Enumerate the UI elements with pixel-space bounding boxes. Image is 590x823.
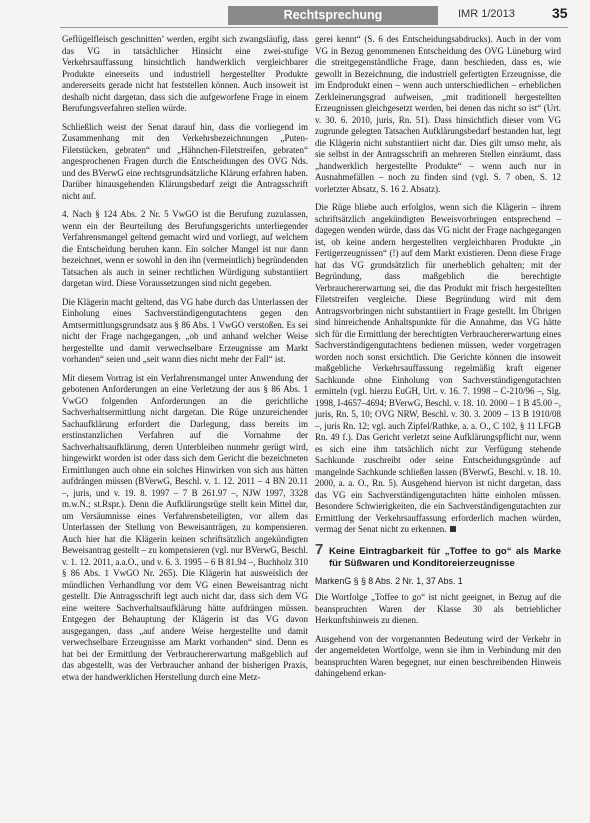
paragraph: Mit diesem Vortrag ist ein Verfahrensmangel unter Anwendung der gebotenen Anforderungen an eine Verletzung der aus § 86 Abs. 1 VwGO folgenden Anforderungen an die gerichtliche Sachverhaltsermittlung nicht dargetan. Die Rüge unzureichender Sachaufklärung erfordert die Darlegung, dass bereits im erstinstanzlichen Verfahren auf die Vornahme der Sachverhaltsaufklärung, deren Unterbleiben nunmehr gerügt wird, hingewirkt worden ist oder dass sich dem Gericht die bezeichneten Ermittlungen auch ohne ein solches Hinwirken von sich aus hätten aufdrängen müssen (BVerwG, Beschl. v. 1. 12. 2011 – 4 BN 20.11 –, juris, und v. 19. 8. 1997 – 7 B 261.97 –, NJW 1997, 3328 m.w.N.; st.Rspr.). Denn die Aufklärungsrüge stellt kein Mittel dar, um Versäumnisse eines Verfahrensbeteiligten, vor allem das Unterlassen der Stellung von Beweisanträgen, zu kompensieren. Auch hier hat die Klägerin keinen schriftsätzlich angekündigten Beweisantrag gestellt – zu kompensieren (vgl. nur BVerwG, Beschl. v. 1. 12. 2011, a.a.O., und v. 6. 3. 1995 – 6 B 81.94 –, Buchholz 310 § 86 Abs. 1 VwGO Nr. 265). Die Klägerin hat ausweislich der mündlichen Verhandlung vor dem VG einen Beweisantrag nicht gestellt. Die Antragsschrift legt auch nicht dar, dass sich dem VG eine weitere Sachverhaltsaufklärung hätte aufdrängen müssen. Entgegen der Behauptung der Klägerin ist das VG davon ausgegangen, dass „auf andere Weise hergestellte und damit verwechselbare Erzeugnisse am Markt vorhanden“ sind. Denn es hat bei der Ermittlung der Verbrauchererwartung maßgeblich auf das abgestellt, was der Verbraucher anhand der bisherigen Praxis, etwa der handwerklichen Herstellung durch eine Metz- [62,372,308,682]
paragraph-text: Die Rüge bliebe auch erfolglos, wenn sich die Klägerin – ihrem schriftsätzlich angekündigten Beweisvorbringen entsprechend – dagegen wenden würde, dass das VG nicht der Frage nachgegangen ist, ob keine andern hergestellten vergleichbaren Produkte „in Fertigerzeugnissen“ (!) auf dem Markt existieren. Denn diese Frage hat das VG grundsätzlich für unerheblich gehalten; mit der Begründung, dass maßgeblich die berechtigte Verbrauchererwartung sei, die das Produkt mit frisch hergestellten Filetstreifen vergleiche. Diese Begründung wird mit dem Antragsvorbringen nicht substantiiert in Frage gestellt. Im Übrigen sind hinreichende Anhaltspunkte für die Annahme, das VG hätte sich für die Ermittlung der berechtigten Verbrauchererwartung eines Sachverständigengutachtens bedienen müssen, weder vorgetragen worden noch sonst ersichtlich. Die Gerichte können die insoweit maßgebliche Verkehrsauffassung regelmäßig kraft eigener Sachkunde ohne Einholung von Sachverständigengutachten ermitteln (vgl. hierzu EuGH, Urt. v. 16. 7. 1998 – C-210/96 –, Slg. 1998, I-4657–4694; BVerwG, Beschl. v. 18. 10. 2000 – 1 B 45.00 –, juris, Rn. 5, 10; OVG NRW, Beschl. v. 30. 3. 2009 – 13 B 1910/08 –, juris Rn. 12; vgl. auch Zipfel/Rathke, a. a. O., C 102, § 11 LFGB Rn. 49 f.). Das Gericht verletzt seine Aufklärungspflicht nur, wenn es sich eine ihm tatsächlich nicht zur Verfügung stehende Sachkunde zuschreibt oder seine Entscheidungsgründe auf mangelnde Sachkunde schließen lassen (BVerwG, Beschl. v. 18. 10. 2000, a. a. O., Rn. 5). Ausgehend hiervon ist nicht dargetan, dass das VG ein Sachverständigengutachten hätte einholen müssen. Besondere Schwierigkeiten, die ein Sachverständigengutachten zur Ermittlung der Verkehrsauffassung erforderlich machen würden, vermag der Senat nicht zu erkennen. [315,202,561,534]
page-number: 35 [552,5,568,21]
paragraph: Schließlich weist der Senat darauf hin, dass die vorliegend im Zusammenhang mit den Verkehrsbezeichnungen „Puten-Filetstücken, gebraten“ und „Hähnchen-Filetstreifen, gebraten“ angesprochenen Fragen durch die Entscheidungen des OVG Nds. und des BVerwG eine rechtsgrundsätzliche Klärung erfahren haben. Darüber hinausgehenden Klärungsbedarf zeigt die Antragsschrift nicht auf. [62,121,308,201]
right-column [315,34,561,687]
paragraph: Geflügelfleisch geschnitten’ werden, ergibt sich zwangsläufig, dass das VG in tatsächlicher Hinsicht eine zwei-stufige Verkehrsauffassung hinsichtlich handwerklich vergleichbarer Produkte einerseits und industriell hergestellter Produkte andererseits gerade nicht hat feststellen können. Auch insoweit ist deshalb nicht dargetan, dass sich die aufgeworfene Frage in einem Berufungsverfahren stellen würde. [62,34,308,113]
paragraph: Ausgehend von der vorgenannten Bedeutung wird der Verkehr in der angemeldeten Wortfolge, wenn sie ihm in Verbindung mit den beanspruchten Waren begegnet, nur einen beschreibenden Hinweis dahingehend erkan- [315,633,561,678]
section-title: Rechtsprechung [228,6,438,25]
section-title-7: Keine Eintragbarkeit für „Toffee to go“ als Marke für Süßwaren und Konditoreierzeugnisse [329,545,561,569]
left-column [62,34,308,690]
issue-label: IMR 1/2013 [458,8,515,20]
end-mark-icon [450,526,456,532]
paragraph: 4. Nach § 124 Abs. 2 Nr. 5 VwGO ist die Berufung zuzulassen, wenn ein der Beurteilung des Berufungsgerichts unterliegender Verfahrensmangel geltend gemacht wird und vorliegt, auf welchem die Entscheidung beruhen kann. Ein solcher Mangel ist nur dann bezeichnet, wenn er sowohl in den ihn (vermeintlich) begründenden Tatsachen als auch in seiner rechtlichen Würdigung substantiiert dargetan wird. Diese Voraussetzungen sind nicht gegeben. [62,209,308,288]
paragraph: Die Klägerin macht geltend, das VG habe durch das Unterlassen der Einholung eines Sachverständigengutachtens gegen den Amtsermittlungsgrundsatz aus § 86 Abs. 1 VwGO verstoßen. Es sei nicht der Frage nachgegangen, „ob und anhand welcher Weise hergestellte und damit verwechselbare Erzeugnisse am Markt vorhanden“ seien und „seit wann dies nicht mehr der Fall“ ist. [62,296,309,364]
section-7-heading [315,540,561,570]
header-rule [60,27,568,28]
paragraph: gerei kennt“ (S. 6 des Entscheidungsabdrucks). Auch in der vom VG in Bezug genommenen Entscheidung des OVG Lüneburg wird die streitgegenständliche Frage, dann beschieden, dass es, wie gewollt in Bezeichnung, die industriell gefertigten Erzeugnisse, die im Endprodukt einen – wenn auch unterschiedlichen – erheblichen Zerkleinerungsgrad aufweisen, „mit traditionell hergestellten Erzeugnissen gleichgesetzt werden, bei denen das nicht so ist“ (Urt. v. 30. 6. 2010, juris, Rn. 51). Dass hinsichtlich dieser vom VG zugrunde gelegten Tatsachen Aufklärungsbedarf bestanden hat, legt die Klägerin nicht substantiiert nicht dar. Dies gilt umso mehr, als sie selbst in der Antragsschrift an mehreren Stellen einräumt, dass „handwerklich hergestellte Produkte“ – wenn auch nur in Ausnahmefällen – noch zu finden sind (vgl. S. 7 oben, S. 12 vorletzter Absatz, S. 16 2. Absatz). [315,34,561,194]
paragraph [315,202,561,536]
law-citation: MarkenG § § 8 Abs. 2 Nr. 1, 37 Abs. 1 [315,575,463,586]
section-number: 7 [315,540,324,558]
paragraph: Die Wortfolge „Toffee to go“ ist nicht geeignet, in Bezug auf die beanspruchten Waren der Klasse 30 als betrieblicher Herkunftshinweis zu dienen. [315,592,561,625]
